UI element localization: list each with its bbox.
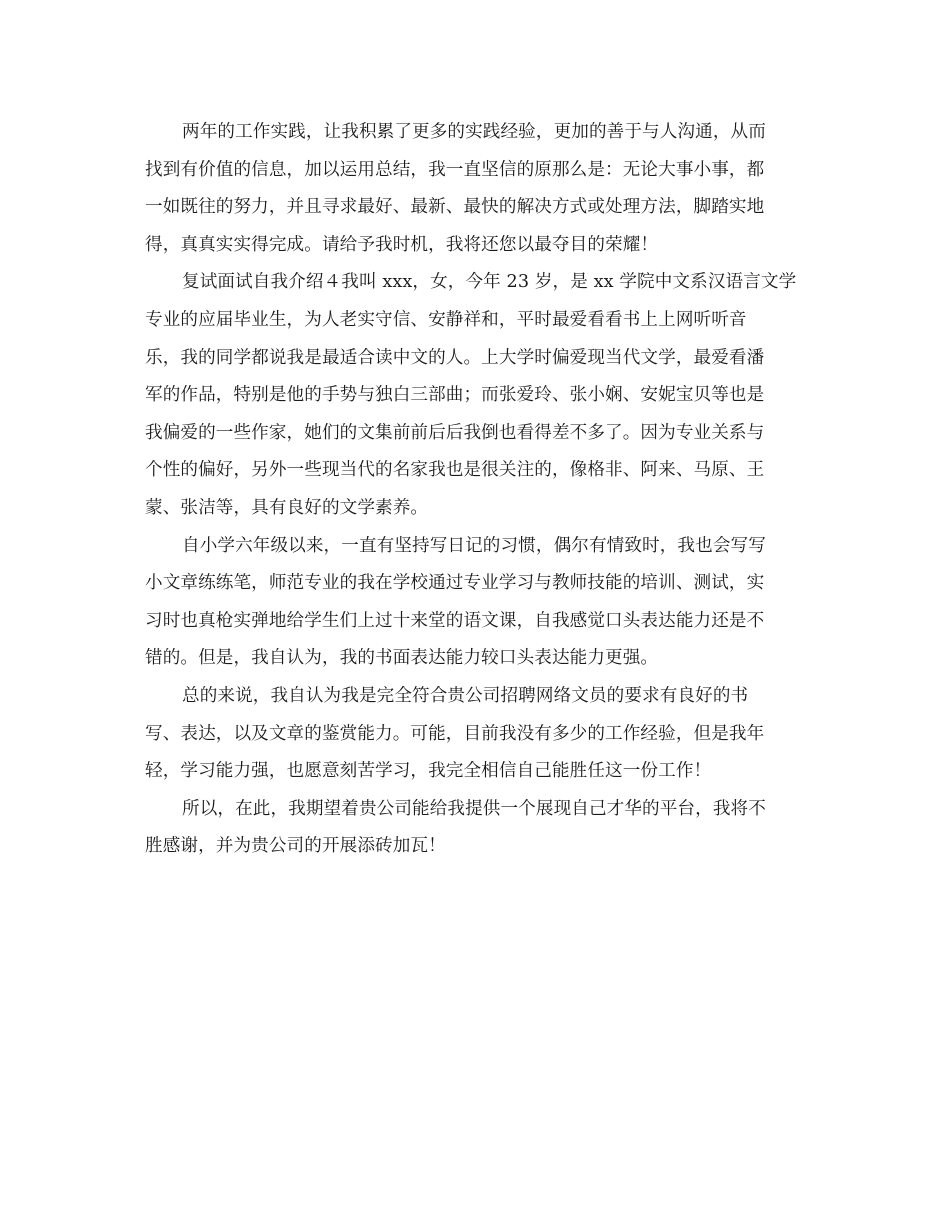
paragraph-3 [145,528,807,678]
text-line: 习时也真枪实弹地给学生们上过十来堂的语文课，自我感觉口头表达能力还是不 [145,610,765,631]
paragraph-5 [145,791,807,866]
text-line: 复试面试自我介绍４我叫 xxx，女，今年 23 岁，是 xx 学院中文系汉语言文学 [182,272,797,293]
text-line: 乐，我的同学都说我是最适合读中文的人。上大学时偏爱现当代文学，最爱看潘 [145,347,765,368]
text-line: 个性的偏好，另外一些现当代的名家我也是很关注的，像格非、阿来、马原、王 [145,460,765,481]
text-line: 错的。但是，我自认为，我的书面表达能力较口头表达能力更强。 [145,648,659,669]
text-line: 我偏爱的一些作家，她们的文集前前后后我倒也看得差不多了。因为专业关系与 [145,422,765,443]
paragraph-2 [145,264,807,527]
text-line: 总的来说，我自认为我是完全符合贵公司招聘网络文员的要求有良好的书 [182,685,749,706]
document-body [145,114,807,866]
text-line: 得，真真实实得完成。请给予我时机，我将还您以最夺目的荣耀！ [145,234,659,255]
paragraph-4 [145,678,807,791]
text-line: 一如既往的努力，并且寻求最好、最新、最快的解决方式或处理方法，脚踏实地 [145,197,765,218]
text-line: 小文章练练笔，师范专业的我在学校通过专业学习与教师技能的培训、测试，实 [145,573,765,594]
text-line: 军的作品，特别是他的手势与独白三部曲；而张爱玲、张小娴、安妮宝贝等也是 [145,385,765,406]
text-line: 找到有价值的信息，加以运用总结，我一直坚信的原那么是：无论大事小事，都 [145,159,765,180]
text-line: 两年的工作实践，让我积累了更多的实践经验，更加的善于与人沟通，从而 [182,122,766,142]
text-line: 轻，学习能力强，也愿意刻苦学习，我完全相信自己能胜任这一份工作！ [145,761,712,782]
text-line: 写、表达，以及文章的鉴赏能力。可能，目前我没有多少的工作经验，但是我年 [145,723,765,744]
paragraph-1 [145,114,807,264]
text-line: 蒙、张洁等，具有良好的文学素养。 [145,497,429,518]
text-line: 所以，在此，我期望着贵公司能给我提供一个展现自己才华的平台，我将不 [182,798,766,819]
text-line: 自小学六年级以来，一直有坚持写日记的习惯，偶尔有情致时，我也会写写 [182,535,766,556]
text-line: 胜感谢，并为贵公司的开展添砖加瓦！ [145,836,446,857]
text-line: 专业的应届毕业生，为人老实守信、安静祥和，平时最爱看看书上上网听听音 [145,309,747,330]
